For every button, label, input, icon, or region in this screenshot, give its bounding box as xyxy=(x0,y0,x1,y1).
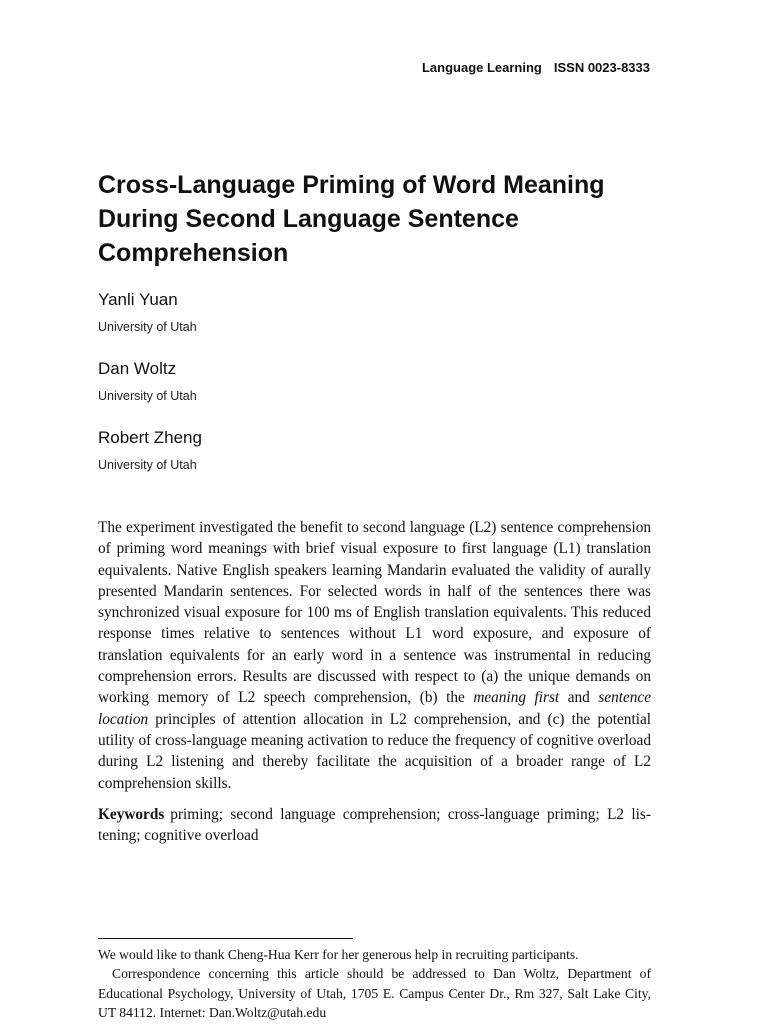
abstract-text: The experiment investigated the benefit to second language (L2) sentence comprehension of priming word meanings with brief visual exposure to first language (L1) translation equivalents. Native English speakers learning Mandarin evaluated the validity of aurally presented Mandarin sentences. For selected words in half of the sentences there was synchronized visual exposure for 100 ms of English translation equivalents. This reduced response times relative to sentences without L1 word exposure, and exposure of translation equivalents for an early word in a sentence was instrumental in reducing comprehension errors. Results are discussed with respect to (a) the unique demands on working memory of L2 speech comprehension, (b) the xyxy=(98,519,651,707)
keywords-label: Keywords xyxy=(98,806,165,823)
author-affiliation: University of Utah xyxy=(98,458,197,472)
article-title: Cross-Language Priming of Word Meaning During Second Language Sentence Comprehension xyxy=(98,171,605,267)
keywords-text: priming; second language comprehension; cross-language priming; L2 listening; cognitive overload xyxy=(98,806,651,845)
footnote-correspondence: Correspondence concerning this article should be addressed to Dan Woltz, Department of Educational Psychology, University of Utah, 1705 E. Campus Center Dr., Rm 327, Salt Lake City, UT 84112. Internet: Dan.Woltz@utah.edu xyxy=(98,966,651,1020)
author-affiliation: University of Utah xyxy=(98,389,197,403)
author-name: Yanli Yuan xyxy=(98,290,178,309)
footnote-acknowledgment: We would like to thank Cheng-Hua Kerr for her generous help in recruiting participants. xyxy=(98,947,579,962)
journal-name: Language Learning xyxy=(421,60,542,75)
running-head xyxy=(422,60,650,75)
journal-issn: ISSN 0023-8333 xyxy=(553,60,650,75)
abstract-text: and xyxy=(567,689,590,707)
abstract-emphasis: meaning first xyxy=(473,689,560,707)
abstract xyxy=(98,517,651,794)
author-affiliation: University of Utah xyxy=(98,320,197,334)
author-name: Robert Zheng xyxy=(98,428,202,447)
keywords xyxy=(98,804,651,847)
footnote-divider xyxy=(98,938,353,939)
author-name: Dan Woltz xyxy=(98,359,177,378)
abstract-text: principles of attention allocation in L2 comprehension, and (c) the potential utility of cross-language meaning activation to reduce the frequency of cognitive overload during L2 listening and thereby facilitate the acquisition of a broader range of L2 comprehension skills. xyxy=(98,710,651,792)
abstract-emphasis: sentence location xyxy=(98,689,651,728)
